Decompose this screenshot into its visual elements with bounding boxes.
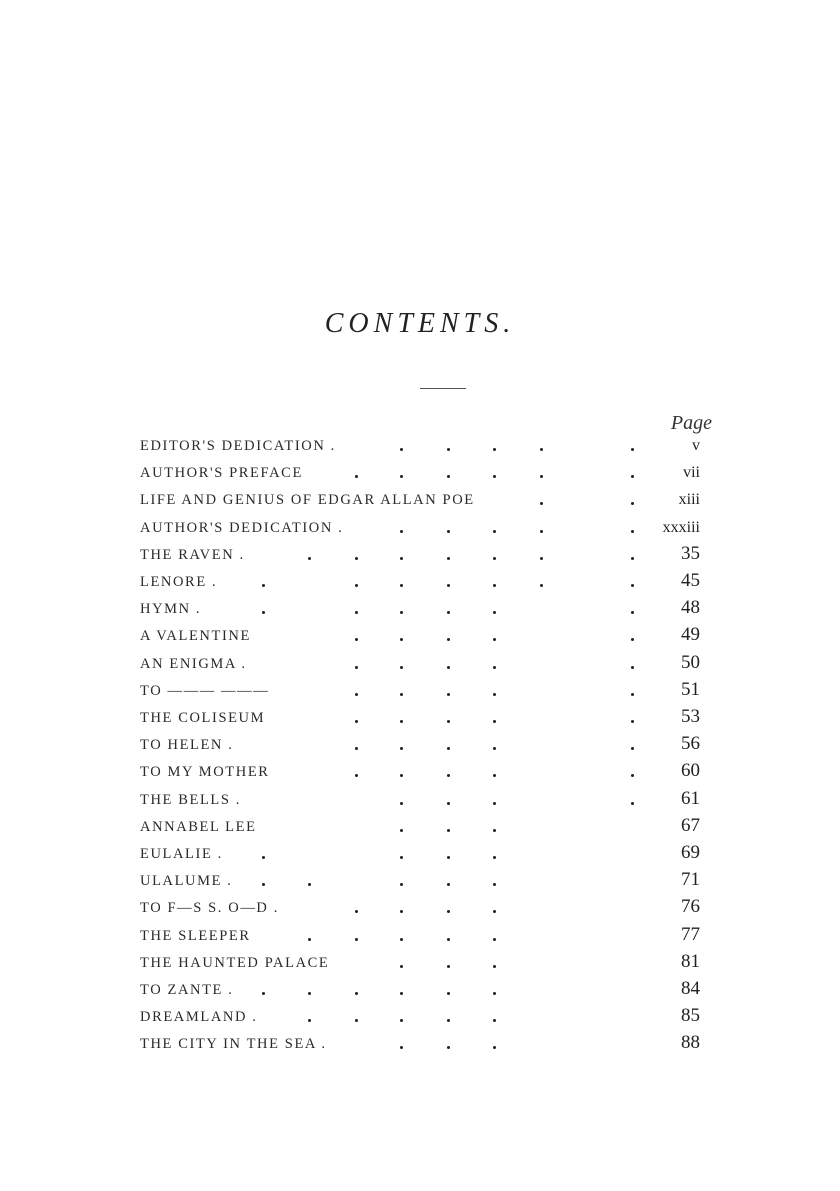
leader-dot [447, 910, 450, 913]
toc-entry-page: 53 [681, 706, 700, 727]
leader-dot [631, 693, 634, 696]
leader-dot [400, 448, 403, 451]
leader-dot [400, 611, 403, 614]
leader-dot [447, 666, 450, 669]
leader-dot [355, 584, 358, 587]
toc-entry-page: 76 [681, 896, 700, 918]
leader-dot [447, 475, 450, 478]
toc-entry-page: 35 [681, 542, 700, 564]
toc-entry-page: 48 [681, 597, 700, 619]
toc-entry [0, 760, 840, 788]
leader-dot [262, 856, 265, 859]
leader-dot [493, 829, 496, 832]
leader-dot [447, 693, 450, 696]
leader-dot [631, 502, 634, 505]
leader-dot [262, 584, 265, 587]
toc-entry-page: vii [683, 464, 700, 482]
leader-dot [355, 666, 358, 669]
toc-entry [0, 788, 840, 816]
toc-entry-page: xxxiii [662, 518, 700, 536]
toc-entry-title: EDITOR'S DEDICATION . [140, 438, 336, 454]
toc-entry [0, 461, 840, 489]
toc-entry-page: v [692, 437, 700, 454]
leader-dot [400, 693, 403, 696]
leader-dot [493, 584, 496, 587]
leader-dot [447, 992, 450, 995]
toc-entry [0, 869, 840, 897]
leader-dot [400, 584, 403, 587]
leader-dot [400, 475, 403, 478]
leader-dot [400, 910, 403, 913]
leader-dot [540, 475, 543, 478]
leader-dot [308, 557, 311, 560]
leader-dot [447, 965, 450, 968]
toc-entry-title: THE BELLS . [140, 791, 241, 808]
toc-entry [0, 1005, 840, 1033]
toc-entry-page: 60 [681, 760, 700, 782]
leader-dot [400, 747, 403, 750]
toc-entry-page: 84 [681, 978, 700, 999]
leader-dot [400, 1019, 403, 1022]
toc-entry-page: 69 [681, 842, 700, 863]
leader-dot [447, 774, 450, 777]
leader-dot [400, 638, 403, 641]
leader-dot [447, 856, 450, 859]
leader-dot [631, 747, 634, 750]
leader-dot [400, 774, 403, 777]
toc-entry [0, 1032, 840, 1060]
leader-dot [447, 448, 450, 451]
toc-entry [0, 488, 840, 516]
toc-entry-title: THE RAVEN . [140, 546, 245, 563]
leader-dot [631, 475, 634, 478]
toc-entry-page: 81 [681, 950, 700, 972]
leader-dot [355, 774, 358, 777]
leader-dot [355, 992, 358, 995]
leader-dot [447, 638, 450, 641]
leader-dot [447, 584, 450, 587]
toc-entry [0, 652, 840, 680]
leader-dot [493, 611, 496, 614]
toc-entry-title: HYMN . [140, 601, 202, 618]
toc-entry [0, 543, 840, 571]
toc-entry-title: A VALENTINE [140, 628, 251, 645]
leader-dot [447, 1046, 450, 1049]
leader-dot [447, 530, 450, 533]
toc-entry [0, 896, 840, 924]
toc-entry-page: 56 [681, 733, 700, 755]
toc-entry [0, 842, 840, 870]
leader-dot [631, 557, 634, 560]
leader-dot [308, 992, 311, 995]
toc-entry-title: TO HELEN . [140, 737, 234, 754]
leader-dot [400, 965, 403, 968]
leader-dot [447, 802, 450, 805]
leader-dot [447, 883, 450, 886]
leader-dot [493, 1019, 496, 1022]
leader-dot [493, 693, 496, 696]
toc-entry-page: xiii [678, 491, 700, 509]
leader-dot [493, 666, 496, 669]
page-title: CONTENTS. [324, 308, 516, 339]
toc-entry [0, 570, 840, 598]
leader-dot [631, 638, 634, 641]
leader-dot [540, 448, 543, 451]
leader-dot [493, 1046, 496, 1049]
leader-dot [447, 1019, 450, 1022]
toc-entry [0, 434, 840, 462]
toc-entry-title: TO ——— ——— [140, 682, 270, 699]
leader-dot [400, 530, 403, 533]
toc-entry [0, 924, 840, 952]
toc-entry-title: THE COLISEUM [140, 710, 266, 726]
leader-dot [631, 530, 634, 533]
toc-entry [0, 978, 840, 1006]
leader-dot [400, 829, 403, 832]
page-column-heading: Page [670, 412, 712, 434]
toc-entry-title: AUTHOR'S PREFACE [140, 465, 303, 482]
toc-entry-page: 67 [681, 814, 700, 836]
toc-entry-title: DREAMLAND . [140, 1009, 258, 1026]
leader-dot [447, 611, 450, 614]
toc-entry-title: EULALIE . [140, 846, 223, 862]
toc-entry-title: ULALUME . [140, 873, 233, 890]
leader-dot [447, 747, 450, 750]
toc-entry [0, 679, 840, 707]
leader-dot [540, 530, 543, 533]
leader-dot [355, 693, 358, 696]
leader-dot [355, 720, 358, 723]
leader-dot [493, 638, 496, 641]
leader-dot [308, 883, 311, 886]
leader-dot [493, 883, 496, 886]
leader-dot [447, 557, 450, 560]
toc-entry-title: THE SLEEPER [140, 927, 251, 944]
toc-entry [0, 706, 840, 734]
leader-dot [493, 747, 496, 750]
toc-entry [0, 733, 840, 761]
leader-dot [493, 856, 496, 859]
leader-dot [493, 720, 496, 723]
toc-entry [0, 951, 840, 979]
leader-dot [447, 938, 450, 941]
leader-dot [355, 611, 358, 614]
toc-entry-title: TO ZANTE . [140, 982, 234, 998]
leader-dot [355, 747, 358, 750]
leader-dot [447, 720, 450, 723]
title-divider [420, 388, 466, 389]
toc-entry-page: 88 [681, 1032, 700, 1054]
leader-dot [631, 802, 634, 805]
leader-dot [631, 448, 634, 451]
leader-dot [355, 1019, 358, 1022]
toc-entry [0, 624, 840, 652]
leader-dot [400, 883, 403, 886]
leader-dot [308, 938, 311, 941]
leader-dot [262, 611, 265, 614]
toc-entry-title: THE CITY IN THE SEA . [140, 1036, 327, 1053]
toc-entry-page: 45 [681, 570, 700, 591]
leader-dot [493, 965, 496, 968]
leader-dot [493, 938, 496, 941]
toc-entry [0, 815, 840, 843]
table-of-contents [0, 434, 840, 1074]
toc-entry-title: AN ENIGMA . [140, 655, 247, 672]
leader-dot [493, 910, 496, 913]
leader-dot [262, 883, 265, 886]
leader-dot [540, 502, 543, 505]
leader-dot [400, 666, 403, 669]
toc-entry-page: 49 [681, 624, 700, 646]
toc-entry-page: 77 [681, 923, 700, 945]
toc-entry-page: 85 [681, 1005, 700, 1027]
leader-dot [400, 938, 403, 941]
leader-dot [355, 638, 358, 641]
leader-dot [631, 774, 634, 777]
leader-dot [493, 802, 496, 805]
leader-dot [493, 992, 496, 995]
toc-entry-page: 71 [681, 869, 700, 891]
leader-dot [355, 910, 358, 913]
leader-dot [400, 557, 403, 560]
leader-dot [355, 557, 358, 560]
leader-dot [400, 992, 403, 995]
leader-dot [308, 1019, 311, 1022]
leader-dot [631, 720, 634, 723]
toc-entry [0, 597, 840, 625]
leader-dot [355, 475, 358, 478]
toc-entry-title: LIFE AND GENIUS OF EDGAR ALLAN POE [140, 492, 475, 509]
leader-dot [400, 720, 403, 723]
leader-dot [493, 530, 496, 533]
toc-entry-page: 50 [681, 651, 700, 673]
toc-entry-title: THE HAUNTED PALACE [140, 954, 330, 971]
toc-entry-page: 61 [681, 787, 700, 809]
leader-dot [400, 1046, 403, 1049]
leader-dot [493, 774, 496, 777]
toc-entry-title: ANNABEL LEE [140, 818, 257, 835]
leader-dot [631, 666, 634, 669]
leader-dot [540, 584, 543, 587]
toc-entry-title: TO MY MOTHER [140, 764, 270, 781]
leader-dot [493, 448, 496, 451]
toc-entry [0, 516, 840, 544]
leader-dot [262, 992, 265, 995]
leader-dot [493, 475, 496, 478]
toc-entry-title: LENORE . [140, 574, 218, 590]
leader-dot [493, 557, 496, 560]
toc-entry-title: TO F—S S. O—D . [140, 900, 279, 917]
leader-dot [355, 938, 358, 941]
toc-entry-title: AUTHOR'S DEDICATION . [140, 519, 344, 536]
leader-dot [447, 829, 450, 832]
leader-dot [631, 584, 634, 587]
leader-dot [540, 557, 543, 560]
leader-dot [400, 856, 403, 859]
leader-dot [400, 802, 403, 805]
leader-dot [631, 611, 634, 614]
toc-entry-page: 51 [681, 678, 700, 700]
